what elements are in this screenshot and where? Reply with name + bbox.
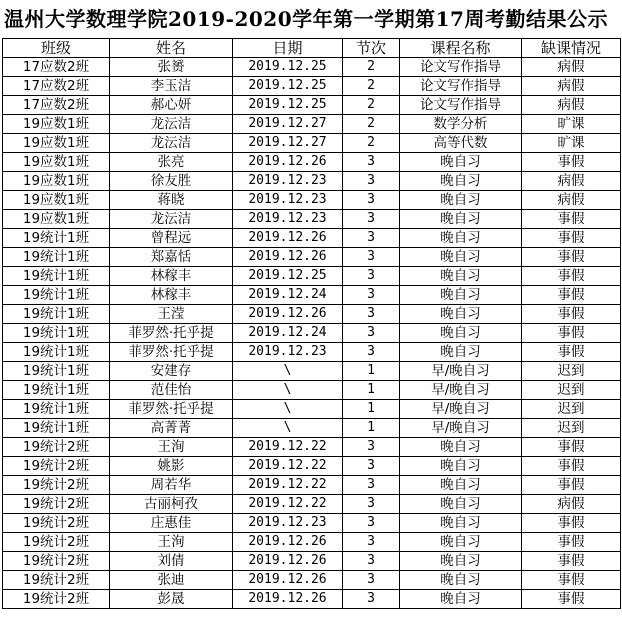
cell-class: 19应数1班: [3, 191, 110, 210]
cell-course: 早/晚自习: [400, 400, 522, 419]
cell-class: 19应数1班: [3, 134, 110, 153]
cell-period: 3: [343, 571, 400, 590]
cell-absence-type: 事假: [522, 438, 621, 457]
cell-name: 曾程远: [110, 229, 233, 248]
cell-course: 晚自习: [400, 248, 522, 267]
cell-class: 19应数1班: [3, 172, 110, 191]
cell-class: 19应数1班: [3, 210, 110, 229]
cell-period: 3: [343, 514, 400, 533]
table-row: [3, 191, 621, 210]
cell-period: 1: [343, 381, 400, 400]
cell-course: 早/晚自习: [400, 381, 522, 400]
cell-course: 晚自习: [400, 590, 522, 609]
cell-class: 19统计2班: [3, 457, 110, 476]
table-body: [3, 58, 621, 609]
cell-absence-type: 迟到: [522, 400, 621, 419]
cell-class: 19统计1班: [3, 248, 110, 267]
cell-period: 3: [343, 286, 400, 305]
cell-name: 林稼丰: [110, 267, 233, 286]
table-row: [3, 172, 621, 191]
table-row: [3, 324, 621, 343]
cell-date: 2019.12.26: [233, 590, 343, 609]
table-row: [3, 77, 621, 96]
cell-absence-type: 旷课: [522, 134, 621, 153]
cell-class: 19统计2班: [3, 495, 110, 514]
cell-absence-type: 事假: [522, 248, 621, 267]
cell-date: 2019.12.25: [233, 58, 343, 77]
table-row: [3, 229, 621, 248]
header-period: 节次: [343, 39, 400, 58]
cell-period: 3: [343, 457, 400, 476]
cell-period: 3: [343, 476, 400, 495]
table-row: [3, 590, 621, 609]
cell-date: 2019.12.27: [233, 134, 343, 153]
header-name: 姓名: [110, 39, 233, 58]
cell-period: 2: [343, 115, 400, 134]
cell-period: 2: [343, 96, 400, 115]
cell-absence-type: 病假: [522, 77, 621, 96]
header-course: 课程名称: [400, 39, 522, 58]
cell-name: 王滢: [110, 305, 233, 324]
cell-absence-type: 病假: [522, 191, 621, 210]
cell-absence-type: 事假: [522, 267, 621, 286]
cell-class: 19应数1班: [3, 153, 110, 172]
cell-course: 晚自习: [400, 476, 522, 495]
header-date: 日期: [233, 39, 343, 58]
cell-course: 晚自习: [400, 172, 522, 191]
cell-date: 2019.12.22: [233, 457, 343, 476]
table-row: [3, 153, 621, 172]
cell-period: 3: [343, 229, 400, 248]
table-row: [3, 476, 621, 495]
cell-name: 刘倩: [110, 552, 233, 571]
cell-class: 19统计1班: [3, 305, 110, 324]
cell-course: 晚自习: [400, 514, 522, 533]
cell-date: 2019.12.23: [233, 210, 343, 229]
cell-period: 3: [343, 438, 400, 457]
table-row: [3, 400, 621, 419]
cell-date: 2019.12.25: [233, 267, 343, 286]
cell-course: 晚自习: [400, 305, 522, 324]
cell-period: 2: [343, 77, 400, 96]
cell-absence-type: 事假: [522, 343, 621, 362]
cell-course: 晚自习: [400, 191, 522, 210]
cell-name: 高菁菁: [110, 419, 233, 438]
cell-class: 19统计2班: [3, 590, 110, 609]
cell-absence-type: 事假: [522, 210, 621, 229]
cell-name: 范佳怡: [110, 381, 233, 400]
cell-class: 19统计2班: [3, 514, 110, 533]
cell-class: 19应数1班: [3, 115, 110, 134]
table-row: [3, 514, 621, 533]
cell-date: 2019.12.23: [233, 514, 343, 533]
cell-period: 3: [343, 343, 400, 362]
cell-date: 2019.12.26: [233, 248, 343, 267]
cell-absence-type: 事假: [522, 514, 621, 533]
table-row: [3, 571, 621, 590]
cell-name: 周若华: [110, 476, 233, 495]
attendance-table: [2, 38, 621, 609]
cell-date: 2019.12.26: [233, 533, 343, 552]
cell-absence-type: 迟到: [522, 362, 621, 381]
cell-absence-type: 事假: [522, 457, 621, 476]
cell-period: 3: [343, 533, 400, 552]
table-row: [3, 210, 621, 229]
cell-course: 晚自习: [400, 153, 522, 172]
cell-class: 19统计2班: [3, 552, 110, 571]
cell-course: 早/晚自习: [400, 419, 522, 438]
table-row: [3, 457, 621, 476]
table-row: [3, 115, 621, 134]
cell-absence-type: 病假: [522, 96, 621, 115]
cell-period: 3: [343, 191, 400, 210]
cell-absence-type: 事假: [522, 229, 621, 248]
cell-name: 郝心妍: [110, 96, 233, 115]
cell-course: 论文写作指导: [400, 96, 522, 115]
table-header-row: [3, 39, 621, 58]
table-row: [3, 305, 621, 324]
cell-period: 3: [343, 153, 400, 172]
cell-period: 2: [343, 58, 400, 77]
cell-class: 19统计1班: [3, 362, 110, 381]
cell-course: 高等代数: [400, 134, 522, 153]
cell-date: 2019.12.23: [233, 172, 343, 191]
cell-absence-type: 旷课: [522, 115, 621, 134]
cell-class: 17应数2班: [3, 96, 110, 115]
cell-absence-type: 事假: [522, 590, 621, 609]
cell-absence-type: 事假: [522, 324, 621, 343]
cell-period: 3: [343, 248, 400, 267]
cell-absence-type: 事假: [522, 571, 621, 590]
cell-class: 19统计1班: [3, 229, 110, 248]
table-row: [3, 343, 621, 362]
cell-course: 论文写作指导: [400, 77, 522, 96]
cell-absence-type: 迟到: [522, 381, 621, 400]
cell-date: \: [233, 419, 343, 438]
cell-name: 张赟: [110, 58, 233, 77]
cell-absence-type: 迟到: [522, 419, 621, 438]
cell-class: 19统计1班: [3, 286, 110, 305]
cell-name: 郑嘉恬: [110, 248, 233, 267]
cell-period: 3: [343, 552, 400, 571]
cell-absence-type: 事假: [522, 305, 621, 324]
cell-period: 3: [343, 210, 400, 229]
cell-absence-type: 病假: [522, 495, 621, 514]
table-row: [3, 438, 621, 457]
cell-class: 19统计1班: [3, 419, 110, 438]
cell-date: 2019.12.26: [233, 571, 343, 590]
cell-name: 菲罗然·托乎提: [110, 324, 233, 343]
cell-period: 3: [343, 267, 400, 286]
table-row: [3, 495, 621, 514]
cell-period: 1: [343, 400, 400, 419]
cell-date: 2019.12.26: [233, 153, 343, 172]
cell-name: 王洵: [110, 533, 233, 552]
cell-date: 2019.12.24: [233, 324, 343, 343]
page-title: 温州大学数理学院2019-2020学年第一学期第17周考勤结果公示: [4, 7, 608, 31]
cell-absence-type: 事假: [522, 153, 621, 172]
cell-class: 19统计1班: [3, 400, 110, 419]
cell-name: 林稼丰: [110, 286, 233, 305]
cell-class: 19统计2班: [3, 533, 110, 552]
table-row: [3, 552, 621, 571]
cell-course: 晚自习: [400, 533, 522, 552]
cell-date: 2019.12.25: [233, 96, 343, 115]
header-class: 班级: [3, 39, 110, 58]
cell-name: 姚影: [110, 457, 233, 476]
cell-name: 李玉洁: [110, 77, 233, 96]
cell-name: 张迪: [110, 571, 233, 590]
table-row: [3, 267, 621, 286]
cell-period: 3: [343, 495, 400, 514]
cell-period: 3: [343, 172, 400, 191]
table-row: [3, 419, 621, 438]
table-row: [3, 381, 621, 400]
cell-course: 晚自习: [400, 343, 522, 362]
cell-period: 3: [343, 305, 400, 324]
cell-date: \: [233, 400, 343, 419]
cell-course: 晚自习: [400, 324, 522, 343]
cell-date: 2019.12.27: [233, 115, 343, 134]
cell-date: 2019.12.26: [233, 305, 343, 324]
table-row: [3, 286, 621, 305]
cell-period: 3: [343, 590, 400, 609]
cell-class: 19统计2班: [3, 476, 110, 495]
table-row: [3, 533, 621, 552]
cell-date: 2019.12.23: [233, 191, 343, 210]
cell-course: 晚自习: [400, 552, 522, 571]
cell-class: 19统计1班: [3, 381, 110, 400]
cell-name: 安建存: [110, 362, 233, 381]
cell-period: 2: [343, 134, 400, 153]
cell-class: 17应数2班: [3, 58, 110, 77]
cell-name: 菲罗然·托乎提: [110, 343, 233, 362]
cell-course: 晚自习: [400, 229, 522, 248]
cell-course: 数学分析: [400, 115, 522, 134]
cell-name: 张亮: [110, 153, 233, 172]
cell-date: 2019.12.25: [233, 77, 343, 96]
cell-name: 庄惠佳: [110, 514, 233, 533]
cell-name: 彭晟: [110, 590, 233, 609]
cell-name: 菲罗然·托乎提: [110, 400, 233, 419]
table-row: [3, 58, 621, 77]
table-row: [3, 362, 621, 381]
cell-name: 龙沄洁: [110, 210, 233, 229]
cell-date: 2019.12.22: [233, 476, 343, 495]
cell-absence-type: 病假: [522, 58, 621, 77]
table-row: [3, 96, 621, 115]
cell-name: 徐友胜: [110, 172, 233, 191]
cell-date: 2019.12.26: [233, 552, 343, 571]
cell-absence-type: 事假: [522, 286, 621, 305]
cell-class: 19统计1班: [3, 343, 110, 362]
cell-period: 3: [343, 324, 400, 343]
cell-course: 早/晚自习: [400, 362, 522, 381]
cell-name: 古丽柯孜: [110, 495, 233, 514]
cell-date: \: [233, 381, 343, 400]
cell-course: 晚自习: [400, 571, 522, 590]
cell-date: 2019.12.22: [233, 438, 343, 457]
cell-course: 晚自习: [400, 495, 522, 514]
cell-date: \: [233, 362, 343, 381]
table-row: [3, 248, 621, 267]
cell-date: 2019.12.22: [233, 495, 343, 514]
cell-date: 2019.12.24: [233, 286, 343, 305]
cell-course: 晚自习: [400, 457, 522, 476]
cell-class: 19统计1班: [3, 324, 110, 343]
cell-course: 晚自习: [400, 267, 522, 286]
cell-name: 龙沄洁: [110, 134, 233, 153]
cell-period: 1: [343, 419, 400, 438]
cell-class: 17应数2班: [3, 77, 110, 96]
cell-course: 晚自习: [400, 210, 522, 229]
header-absence-type: 缺课情况: [522, 39, 621, 58]
table-row: [3, 134, 621, 153]
cell-name: 王洵: [110, 438, 233, 457]
cell-class: 19统计1班: [3, 267, 110, 286]
cell-absence-type: 病假: [522, 172, 621, 191]
cell-class: 19统计2班: [3, 571, 110, 590]
cell-class: 19统计2班: [3, 438, 110, 457]
cell-absence-type: 事假: [522, 533, 621, 552]
cell-course: 晚自习: [400, 286, 522, 305]
cell-date: 2019.12.23: [233, 343, 343, 362]
cell-course: 论文写作指导: [400, 58, 522, 77]
cell-period: 1: [343, 362, 400, 381]
cell-name: 蒋晓: [110, 191, 233, 210]
cell-date: 2019.12.26: [233, 229, 343, 248]
cell-course: 晚自习: [400, 438, 522, 457]
cell-absence-type: 事假: [522, 476, 621, 495]
cell-name: 龙沄洁: [110, 115, 233, 134]
cell-absence-type: 事假: [522, 552, 621, 571]
